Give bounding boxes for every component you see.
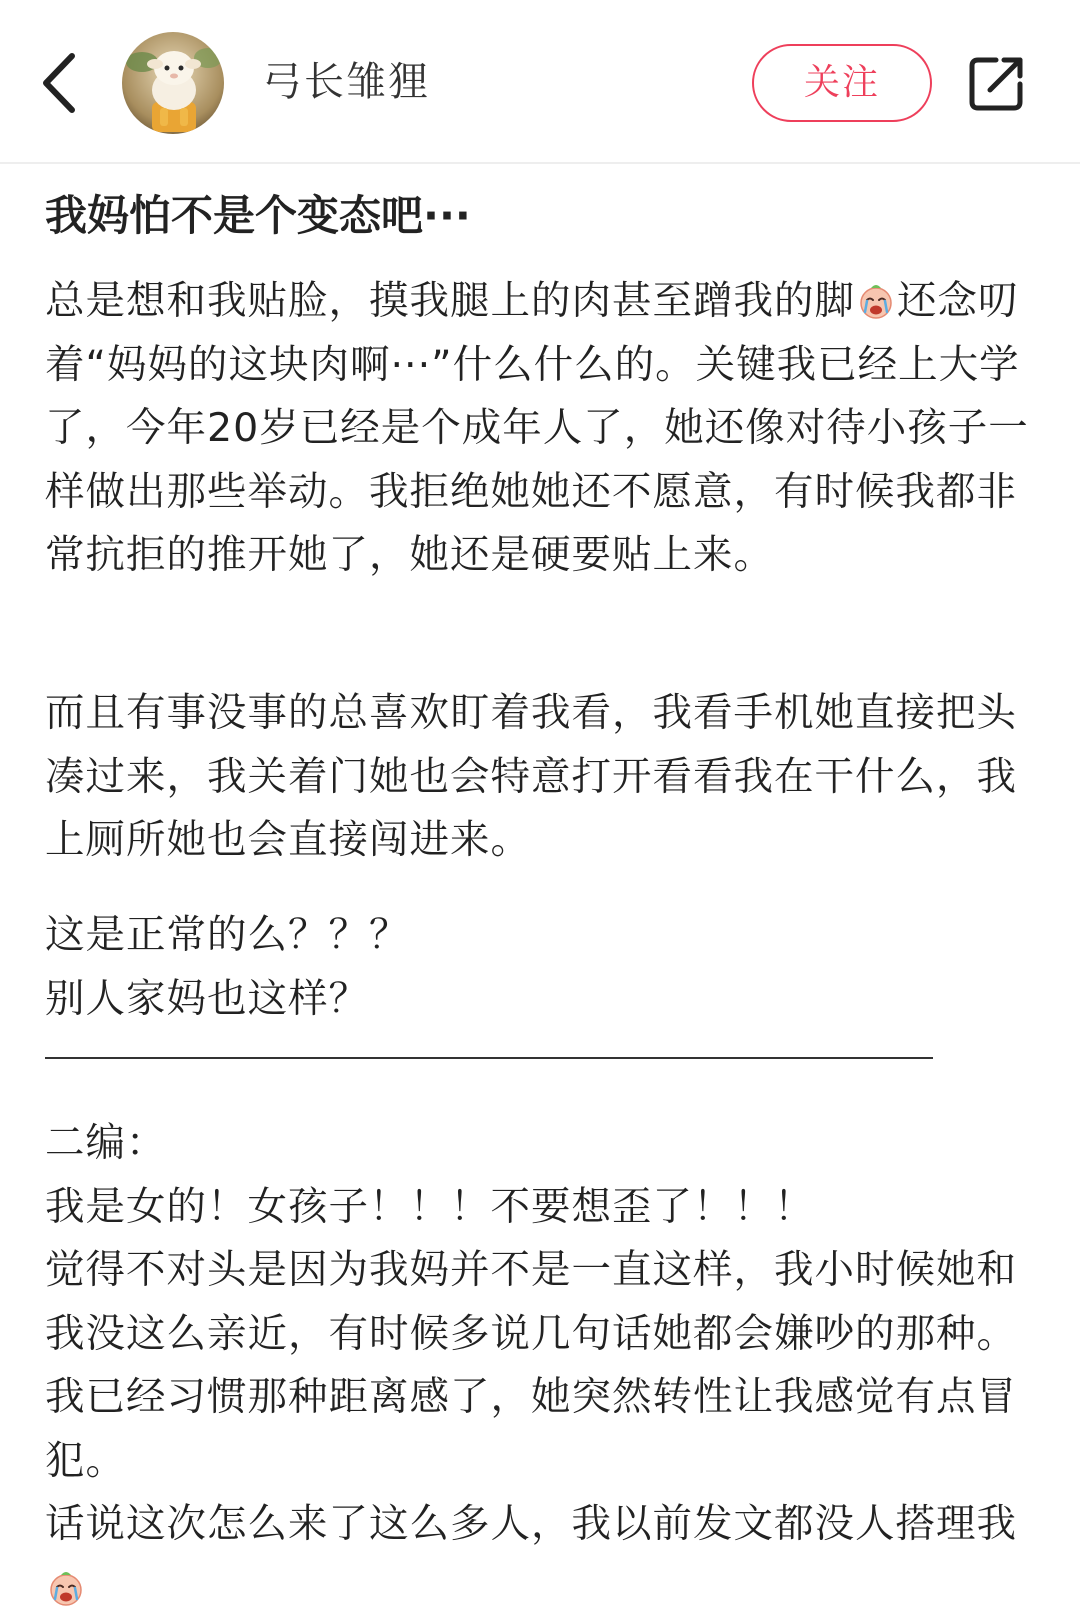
post-paragraph [45, 270, 1045, 588]
crying-face-emoji [47, 1569, 85, 1607]
back-button[interactable] [38, 48, 82, 118]
paragraph-text: 二编： 我是女的！女孩子！！！不要想歪了！！！ 觉得不对头是因为我妈并不是一直这样，我小时候她和我没这么亲近，有时候多说几句话她都会嫌吵的那种。我已经习惯那种距离感了，她突然转性让我感觉有点冒犯。 话说这次怎么来了这么多人，我以前发文都没人搭理我 [45, 1120, 1017, 1547]
divider-line [45, 1057, 933, 1059]
share-out-icon [966, 52, 1028, 114]
follow-button[interactable]: 关注 [752, 44, 932, 122]
post-title: 我妈怕不是个变态吧··· [45, 191, 471, 240]
chevron-left-icon [38, 48, 82, 118]
sheep-toy-avatar [122, 32, 224, 134]
post-edit-note [45, 1112, 1045, 1620]
top-bar [0, 0, 1080, 164]
post-paragraph: 而且有事没事的总喜欢盯着我看，我看手机她直接把头凑过来，我关着门她也会特意打开看看我在干什么，我上厕所她也会直接闯进来。 [45, 690, 1017, 863]
paragraph-text: 还念叨着“妈妈的这块肉啊···”什么什么的。关键我已经上大学了，今年20岁已经是个成年人了，她还像对待小孩子一样做出那些举动。我拒绝她她还不愿意，有时候我都非常抗拒的推开她了，她还是硬要贴上来。 [45, 278, 1029, 578]
post-content [45, 184, 1045, 1547]
avatar[interactable] [122, 32, 224, 134]
share-button[interactable] [966, 52, 1028, 114]
paragraph-text: 总是想和我贴脸，摸我腿上的肉甚至蹭我的脚 [45, 278, 855, 324]
post-paragraph: 这是正常的么？？？ 别人家妈也这样？ [45, 912, 410, 1022]
username[interactable]: 弓长雏狸 [262, 59, 430, 105]
crying-face-emoji [857, 282, 895, 320]
